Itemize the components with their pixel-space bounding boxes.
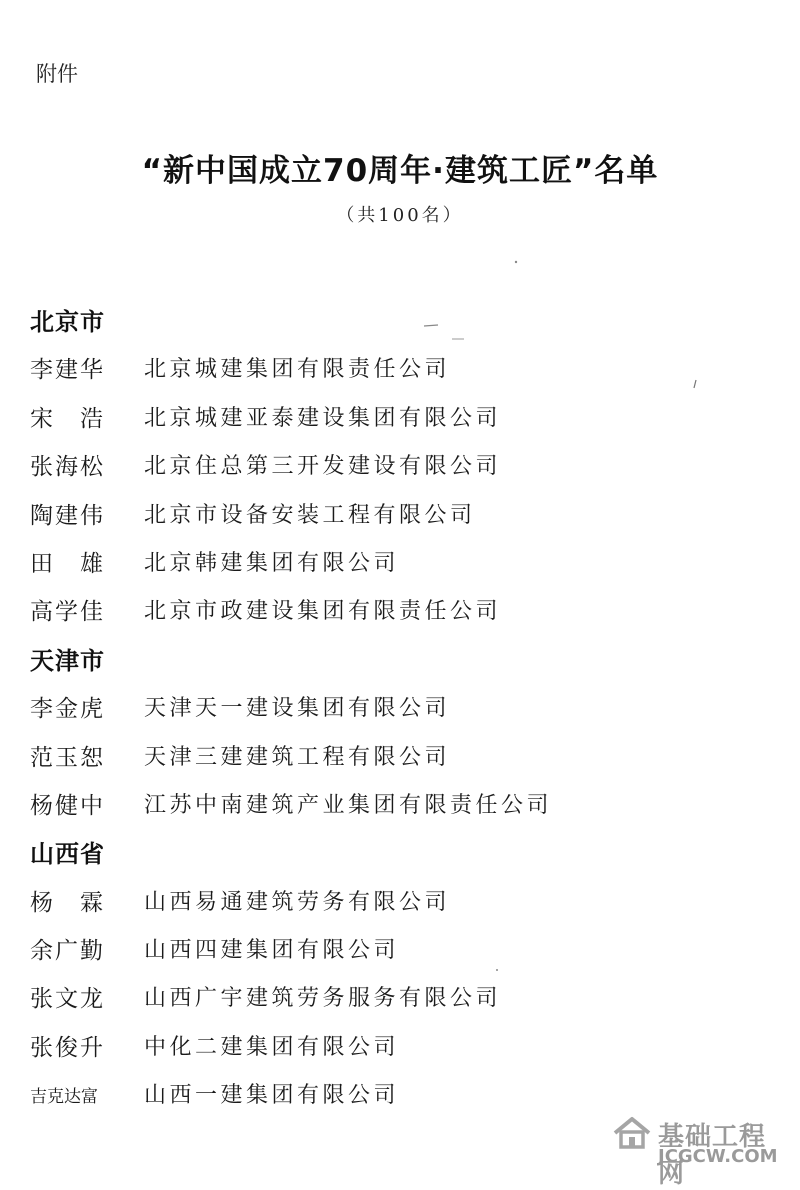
attachment-label: 附件 [36,62,78,86]
watermark [612,1112,792,1189]
organization-name: 山西四建集团有限公司 [144,938,400,964]
region-name: 天津市 [30,646,105,675]
region-name: 山西省 [30,840,105,869]
watermark-site-name: 基础工程网 [658,1122,767,1189]
organization-name: 北京市政建设集团有限责任公司 [144,599,502,625]
person-name: 陶建伟 [30,502,105,529]
person-name: 吉克达富 [30,1087,98,1108]
organization-name: 北京韩建集团有限公司 [144,550,400,576]
person-name: 余广勤 [30,938,105,965]
person-name: 张海松 [30,454,105,481]
person-name: 张俊升 [30,1034,105,1061]
organization-name: 北京城建集团有限责任公司 [144,357,451,383]
person-name: 范玉恕 [30,744,105,771]
page-subtitle: （共100名） [336,205,464,226]
person-name: 李金虎 [30,696,105,723]
organization-name: 北京住总第三开发建设有限公司 [144,454,502,480]
organization-name: 中化二建集团有限公司 [144,1034,400,1060]
organization-name: 天津三建建筑工程有限公司 [144,744,451,770]
organization-name: 江苏中南建筑产业集团有限责任公司 [144,792,553,818]
organization-name: 山西易通建筑劳务有限公司 [144,889,451,915]
organization-name: 天津天一建设集团有限公司 [144,696,451,722]
organization-name: 北京市设备安装工程有限公司 [144,502,476,528]
person-name: 李建华 [30,357,105,384]
person-name: 田 雄 [30,550,105,577]
person-name: 杨健中 [30,792,105,819]
house-logo-icon [612,1116,652,1150]
person-name: 高学佳 [30,599,105,626]
organization-name: 山西广宇建筑劳务服务有限公司 [144,986,502,1012]
watermark-url: JCGCW.COM [658,1146,778,1167]
person-name: 杨 霖 [30,889,105,916]
organization-name: 山西一建集团有限公司 [144,1083,400,1109]
person-name: 张文龙 [30,986,105,1013]
region-name: 北京市 [30,308,105,336]
organization-name: 北京城建亚泰建设集团有限公司 [144,405,502,431]
page-title: “新中国成立70周年·建筑工匠”名单 [141,153,659,189]
person-name: 宋 浩 [30,405,105,432]
